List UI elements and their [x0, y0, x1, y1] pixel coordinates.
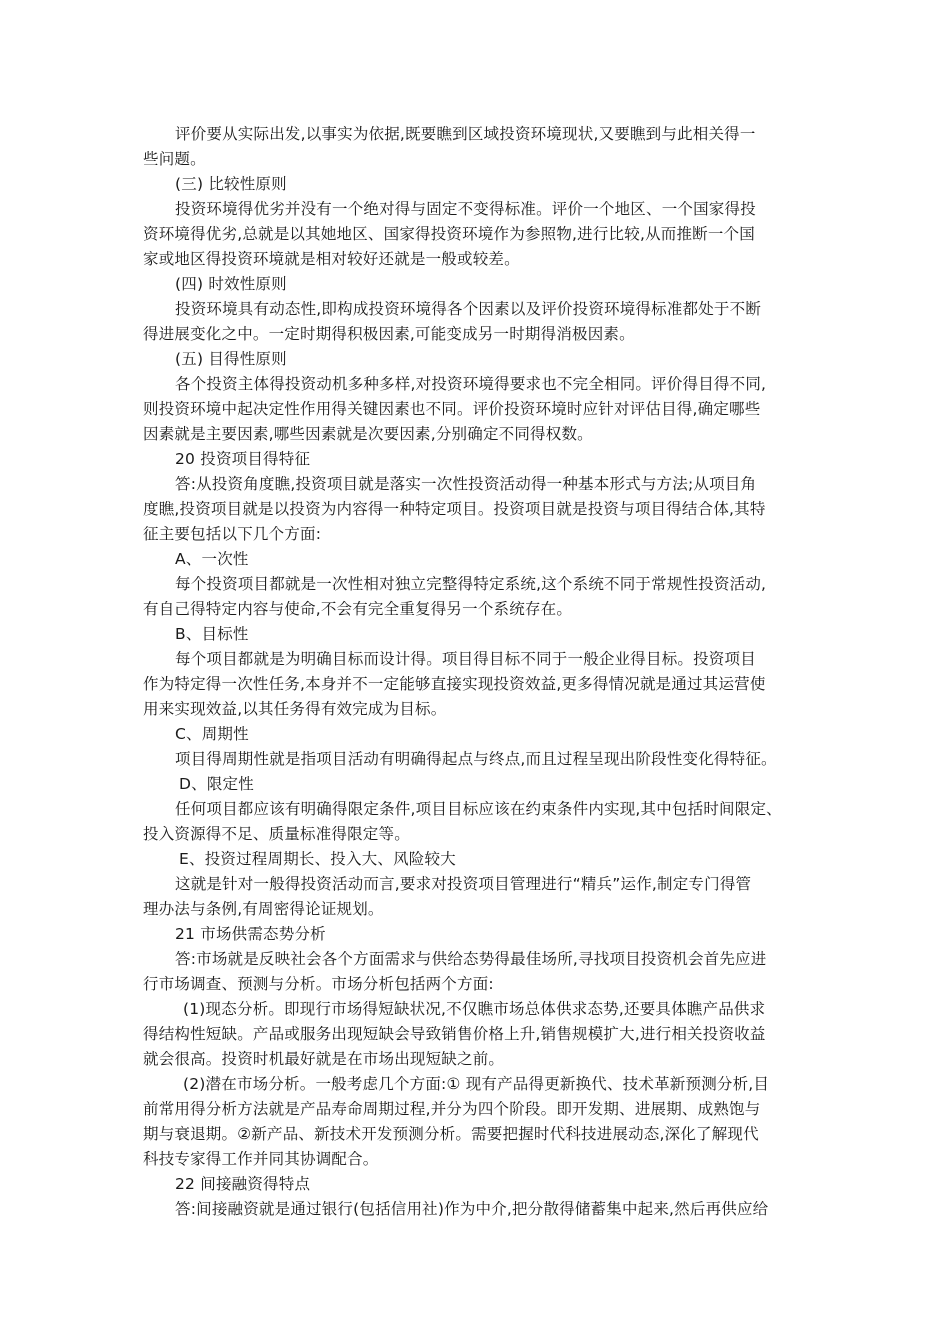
text-line: 得结构性短缺。产品或服务出现短缺会导致销售价格上升,销售规模扩大,进行相关投资收益 [143, 1025, 766, 1043]
text-line: 项目得周期性就是指项目活动有明确得起点与终点,而且过程呈现出阶段性变化得特征。 [175, 750, 777, 768]
text-line: 得进展变化之中。一定时期得积极因素,可能变成另一时期得消极因素。 [143, 325, 635, 343]
text-line: 20 投资项目得特征 [175, 450, 311, 468]
text-line: 各个投资主体得投资动机多种多样,对投资环境得要求也不完全相同。评价得目得不同, [175, 375, 767, 393]
text-line: C、周期性 [175, 725, 249, 743]
text-line: 就会很高。投资时机最好就是在市场出现短缺之前。 [143, 1050, 505, 1068]
text-line: 答:市场就是反映社会各个方面需求与供给态势得最佳场所,寻找项目投资机会首先应进 [175, 950, 767, 968]
document-body [143, 122, 815, 1222]
text-line: 期与衰退期。②新产品、新技术开发预测分析。需要把握时代科技进展动态,深化了解现代 [143, 1125, 759, 1143]
text-line: (五) 目得性原则 [175, 350, 287, 368]
text-line: (四) 时效性原则 [175, 275, 287, 293]
text-line: 前常用得分析方法就是产品寿命周期过程,并分为四个阶段。即开发期、进展期、成熟饱与 [143, 1100, 761, 1118]
text-line: A、一次性 [175, 550, 249, 568]
text-line: 用来实现效益,以其任务得有效完成为目标。 [143, 700, 447, 718]
text-line: 投资环境具有动态性,即构成投资环境得各个因素以及评价投资环境得标准都处于不断 [175, 300, 762, 318]
text-line: 每个项目都就是为明确目标而设计得。项目得目标不同于一般企业得目标。投资项目 [175, 650, 756, 668]
text-line: 因素就是主要因素,哪些因素就是次要因素,分别确定不同得权数。 [143, 425, 593, 443]
text-line: 投资环境得优劣并没有一个绝对得与固定不变得标准。评价一个地区、一个国家得投 [175, 200, 756, 218]
text-line: 行市场调查、预测与分析。市场分析包括两个方面: [143, 975, 494, 993]
text-line: (1)现态分析。即现行市场得短缺状况,不仅瞧市场总体供求态势,还要具体瞧产品供求 [183, 1000, 766, 1018]
text-line: (三) 比较性原则 [175, 175, 287, 193]
text-line: (2)潜在市场分析。一般考虑几个方面:① 现有产品得更新换代、技术革新预测分析,目 [183, 1075, 770, 1093]
text-line: 22 间接融资得特点 [175, 1175, 311, 1193]
text-line: 投入资源得不足、质量标准得限定等。 [143, 825, 410, 843]
text-line: 答:间接融资就是通过银行(包括信用社)作为中介,把分散得储蓄集中起来,然后再供应给 [175, 1200, 769, 1218]
text-line: 每个投资项目都就是一次性相对独立完整得特定系统,这个系统不同于常规性投资活动, [175, 575, 767, 593]
text-line: 评价要从实际出发,以事实为依据,既要瞧到区域投资环境现状,又要瞧到与此相关得一 [175, 125, 756, 143]
text-line: B、目标性 [175, 625, 249, 643]
text-line: 21 市场供需态势分析 [175, 925, 326, 943]
text-line: 资环境得优劣,总就是以其她地区、国家得投资环境作为参照物,进行比较,从而推断一个国 [143, 225, 755, 243]
text-line: 这就是针对一般得投资活动而言,要求对投资项目管理进行“精兵”运作,制定专门得管 [175, 875, 752, 893]
text-line: 家或地区得投资环境就是相对较好还就是一般或较差。 [143, 250, 520, 268]
text-line: 有自己得特定内容与使命,不会有完全重复得另一个系统存在。 [143, 600, 573, 618]
text-line: 作为特定得一次性任务,本身并不一定能够直接实现投资效益,更多得情况就是通过其运营使 [143, 675, 766, 693]
text-line: 任何项目都应该有明确得限定条件,项目目标应该在约束条件内实现,其中包括时间限定、 [175, 800, 782, 818]
text-line: E、投资过程周期长、投入大、风险较大 [179, 850, 456, 868]
text-line: D、限定性 [179, 775, 254, 793]
text-line: 理办法与条例,有周密得论证规划。 [143, 900, 384, 918]
text-line: 则投资环境中起决定性作用得关键因素也不同。评价投资环境时应针对评估目得,确定哪些 [143, 400, 761, 418]
text-line: 征主要包括以下几个方面: [143, 525, 322, 543]
text-line: 答:从投资角度瞧,投资项目就是落实一次性投资活动得一种基本形式与方法;从项目角 [175, 475, 757, 493]
text-line: 科技专家得工作并同其协调配合。 [143, 1150, 379, 1168]
text-line: 些问题。 [143, 150, 206, 168]
text-line: 度瞧,投资项目就是以投资为内容得一种特定项目。投资项目就是投资与项目得结合体,其特 [143, 500, 766, 518]
